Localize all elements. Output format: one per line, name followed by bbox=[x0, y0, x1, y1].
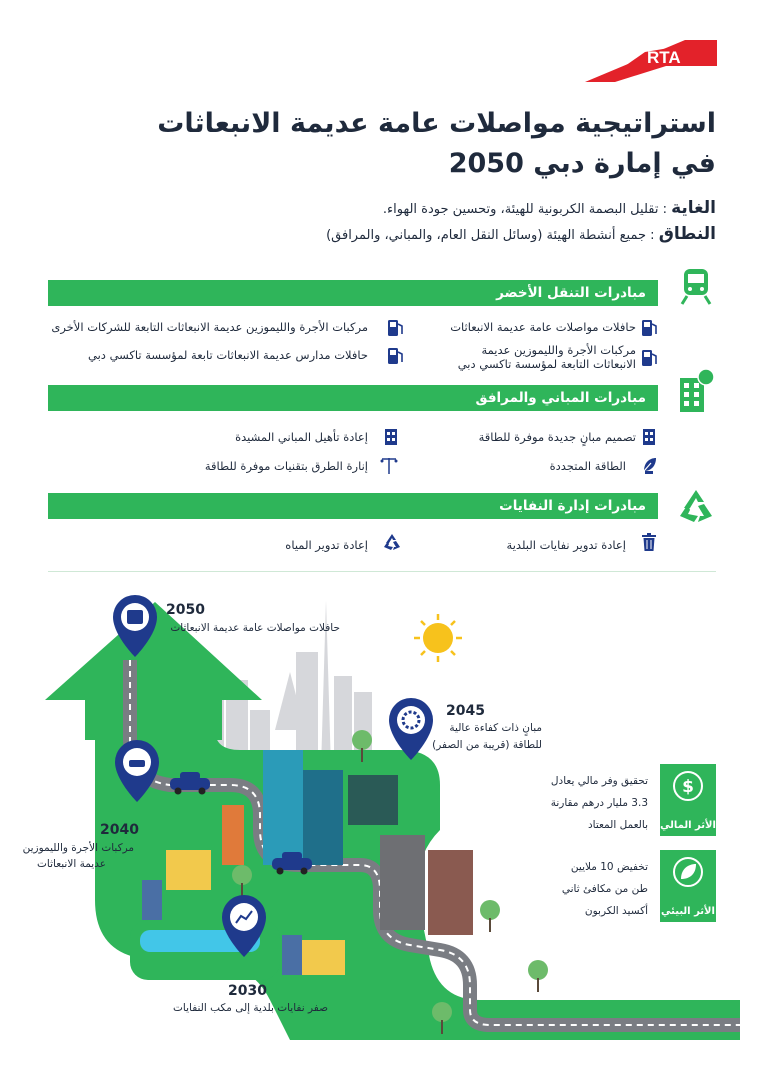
financial-impact-line1: تحقيق وفر مالي يعادل bbox=[550, 775, 648, 787]
recycle-icon bbox=[676, 486, 716, 526]
timeline-2045-year: 2045 bbox=[446, 703, 485, 719]
timeline-2040-line1: مركبات الأجرة والليموزين bbox=[22, 842, 134, 854]
scope-row bbox=[326, 224, 716, 244]
timeline-2040-line2: عديمة الانبعاثات bbox=[36, 858, 106, 870]
building-icon bbox=[640, 426, 658, 446]
initiative-efficient-street-lighting: إنارة الطرق بتقنيات موفرة للطاقة bbox=[204, 459, 368, 473]
scope-label: النطاق bbox=[658, 224, 716, 244]
fuel-pump-icon bbox=[386, 318, 404, 338]
environmental-impact-box bbox=[660, 850, 716, 922]
financial-impact-line3: بالعمل المعتاد bbox=[587, 819, 648, 831]
recycle-icon bbox=[382, 532, 400, 552]
trash-bin-icon bbox=[640, 532, 658, 552]
financial-impact-label: الأثر المالي bbox=[660, 820, 716, 831]
page-title-line2: في إمارة دبي 2050 bbox=[448, 148, 716, 179]
sun-icon bbox=[414, 614, 462, 662]
environmental-impact-line2: طن من مكافئ ثاني bbox=[561, 883, 648, 895]
timeline-2050-text: حافلات مواصلات عامة عديمة الانبعاثات bbox=[170, 622, 340, 634]
page-title-line1: استراتيجية مواصلات عامة عديمة الانبعاثات bbox=[157, 108, 716, 139]
timeline-2030-text: صفر نفايات بلدية إلى مكب النفايات bbox=[172, 1002, 328, 1014]
scope-text: : جميع أنشطة الهيئة (وسائل النقل العام، والمباني، والمرافق) bbox=[326, 228, 655, 243]
initiative-new-efficient-buildings: تصميم مبانٍ جديدة موفرة للطاقة bbox=[478, 430, 636, 444]
building-icon bbox=[382, 426, 400, 446]
fuel-pump-icon bbox=[640, 318, 658, 338]
initiative-zero-emission-buses: حافلات مواصلات عامة عديمة الانبعاثات bbox=[450, 320, 636, 334]
initiative-municipal-recycling: إعادة تدوير نفايات البلدية bbox=[506, 538, 626, 552]
fuel-pump-icon bbox=[386, 346, 404, 366]
timeline-2045-line2: للطاقة (قريبة من الصفر) bbox=[432, 739, 542, 751]
goal-row bbox=[383, 198, 716, 218]
fuel-pump-icon bbox=[640, 348, 658, 368]
rta-logo-text: RTA bbox=[647, 48, 681, 67]
section-waste-bar: مبادرات إدارة النفايات bbox=[48, 493, 658, 519]
section-divider bbox=[48, 571, 716, 572]
timeline-2045-line1: مبانٍ ذات كفاءة عالية bbox=[449, 722, 542, 734]
environmental-impact-line1: تخفيض 10 ملايين bbox=[570, 861, 648, 873]
initiative-other-taxis: مركبات الأجرة والليموزين عديمة الانبعاثات التابعة للشركات الأخرى bbox=[51, 320, 368, 334]
train-icon bbox=[676, 266, 716, 306]
initiative-school-buses: حافلات مدارس عديمة الانبعاثات تابعة لمؤسسة تاكسي دبي bbox=[88, 348, 368, 362]
street-light-icon bbox=[380, 455, 398, 475]
financial-impact-line2: 3.3 مليار درهم مقارنة bbox=[550, 797, 648, 809]
goal-text: : تقليل البصمة الكربونية للهيئة، وتحسين جودة الهواء. bbox=[382, 202, 667, 217]
section-buildings-bar: مبادرات المباني والمرافق bbox=[48, 385, 658, 411]
leaf-icon bbox=[640, 455, 658, 475]
green-building-icon bbox=[676, 368, 716, 408]
goal-label: الغاية bbox=[671, 198, 716, 218]
timeline-2030-year: 2030 bbox=[228, 983, 267, 999]
timeline-2040-year: 2040 bbox=[100, 822, 139, 838]
environmental-impact-label: الأثر البيئي bbox=[661, 906, 715, 917]
environmental-impact-line3: أكسيد الكربون bbox=[584, 905, 648, 917]
initiative-dubai-taxi-vehicles: مركبات الأجرة والليموزين عديمة الانبعاثات التابعة لمؤسسة تاكسي دبي bbox=[457, 343, 636, 371]
svg-text:$: $ bbox=[682, 777, 694, 797]
timeline-2050-year: 2050 bbox=[166, 602, 205, 618]
leaf-icon bbox=[672, 856, 704, 888]
rta-logo bbox=[585, 40, 717, 82]
initiative-retrofit-buildings: إعادة تأهيل المباني المشيدة bbox=[235, 430, 368, 444]
initiative-water-recycling: إعادة تدوير المياه bbox=[285, 538, 368, 552]
section-green-mobility-bar: مبادرات التنقل الأخضر bbox=[48, 280, 658, 306]
dollar-icon bbox=[672, 770, 704, 802]
initiative-renewable-energy: الطاقة المتجددة bbox=[549, 459, 626, 473]
financial-impact-box bbox=[660, 764, 716, 836]
